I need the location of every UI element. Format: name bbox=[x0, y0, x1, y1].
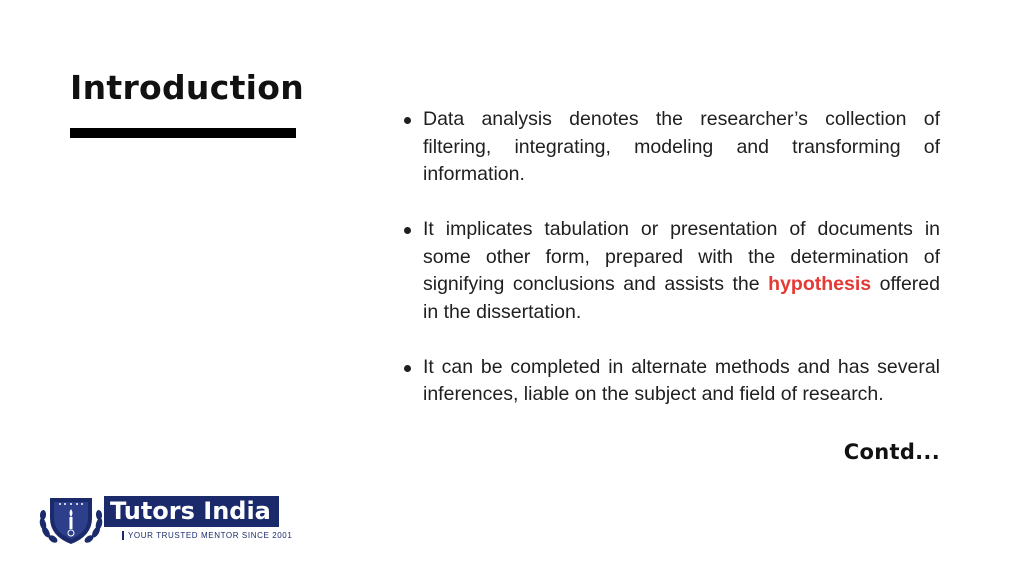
contd-label: Contd... bbox=[843, 440, 940, 464]
tutors-india-logo bbox=[36, 492, 293, 548]
slide-title: Introduction bbox=[70, 68, 305, 107]
bullet-text: It can be completed in alternate methods and has several inferences, liable on the subject and field of research. bbox=[423, 355, 940, 405]
hypothesis-highlight: hypothesis bbox=[768, 273, 872, 295]
slide-content bbox=[400, 106, 940, 409]
title-underline-bar bbox=[70, 128, 296, 138]
bullet-item bbox=[400, 106, 940, 189]
bullet-item bbox=[400, 216, 940, 326]
bullet-text: It implicates tabulation or presentation of documents in some other form, prepared with the determination of signifying conclusions and assists the bbox=[423, 218, 940, 295]
brand-name: Tutors India bbox=[104, 496, 279, 527]
bullet-text: offered in the dissertation. bbox=[423, 273, 940, 323]
bullet-item bbox=[400, 354, 940, 409]
laurel-crest-icon bbox=[36, 492, 106, 548]
brand-tagline: YOUR TRUSTED MENTOR SINCE 2001 bbox=[122, 531, 288, 540]
bullet-list bbox=[400, 106, 940, 409]
bullet-text: Data analysis denotes the researcher’s collection of filtering, integrating, modeling and transforming of information. bbox=[423, 108, 940, 185]
